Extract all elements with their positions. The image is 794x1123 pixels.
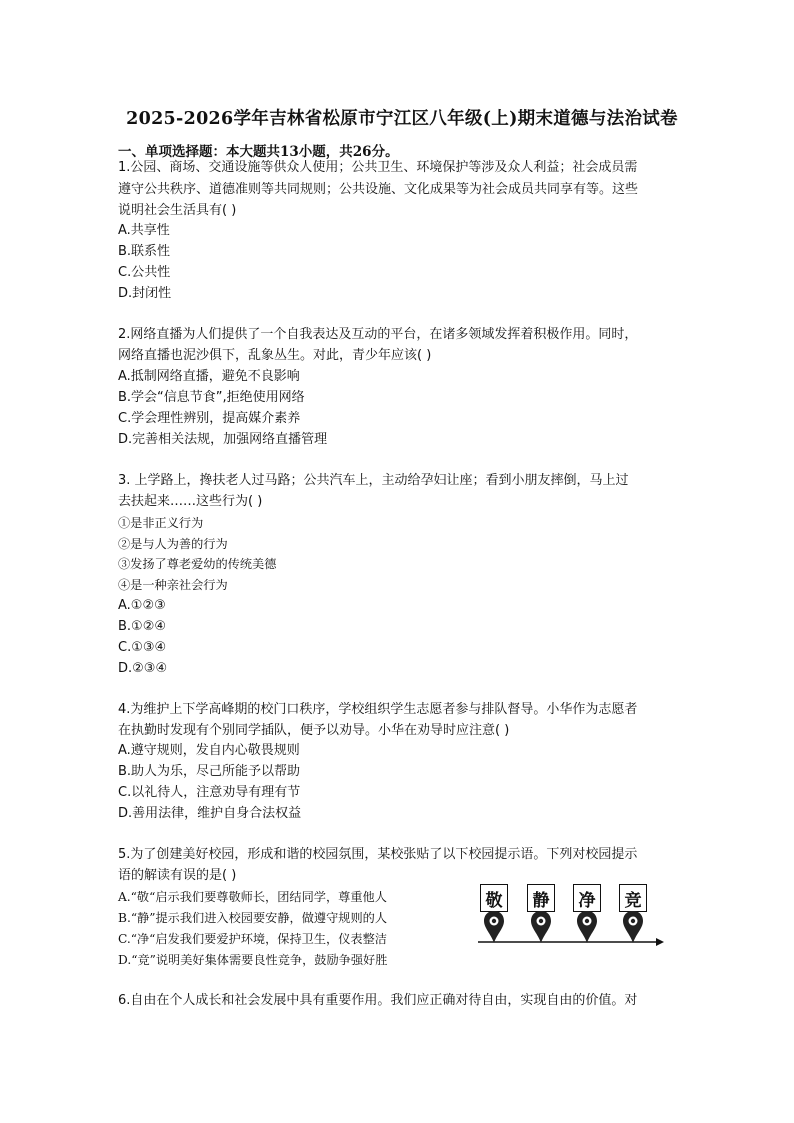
q5-option-c: C.“净“启发我们要爱护环境，保持卫生，仪表整洁 bbox=[118, 932, 387, 946]
q3-statement-1: ①是非正义行为 bbox=[118, 516, 204, 530]
sign-jing-clean: 净 bbox=[573, 884, 601, 912]
q3-option-a: A.①②③ bbox=[118, 598, 166, 613]
q1-stem-line-3: 说明社会生活具有( ) bbox=[118, 203, 237, 218]
q4-option-b: B.助人为乐，尽己所能予以帮助 bbox=[118, 764, 301, 779]
q3-statement-4: ④是一种亲社会行为 bbox=[118, 578, 228, 592]
q3-stem-line-2: 去扶起来……这些行为( ) bbox=[118, 494, 263, 509]
map-pin-icon bbox=[530, 910, 552, 944]
q2-option-c: C.学会理性辨别，提高媒介素养 bbox=[118, 411, 301, 426]
q5-option-d: D.“竞”说明美好集体需要良性竞争，鼓励争强好胜 bbox=[118, 953, 388, 967]
map-pin-icon bbox=[483, 910, 505, 944]
q5-option-a: A.“敬“启示我们要尊敬师长，团结同学，尊重他人 bbox=[118, 890, 387, 904]
q2-option-d: D.完善相关法规，加强网络直播管理 bbox=[118, 432, 328, 447]
q4-option-a: A.遵守规则，发自内心敬畏规则 bbox=[118, 743, 300, 758]
map-pin-icon bbox=[622, 910, 644, 944]
q1-option-d: D.封闭性 bbox=[118, 286, 172, 301]
exam-title: 2025-2026学年吉林省松原市宁江区八年级(上)期末道德与法治试卷 bbox=[126, 109, 678, 129]
sign-jing-compete: 竞 bbox=[619, 884, 647, 912]
q3-option-d: D.②③④ bbox=[118, 661, 168, 676]
q3-option-c: C.①③④ bbox=[118, 640, 167, 655]
q1-option-b: B.联系性 bbox=[118, 244, 171, 259]
q1-option-a: A.共享性 bbox=[118, 223, 170, 238]
sign-jing-respect: 敬 bbox=[480, 884, 508, 912]
q3-stem-line-1: 3. 上学路上，搀扶老人过马路；公共汽车上，主动给孕妇让座；看到小朋友摔倒，马上过 bbox=[118, 473, 629, 488]
q2-option-a: A.抵制网络直播，避免不良影响 bbox=[118, 369, 300, 384]
q5-stem-line-2: 语的解读有误的是( ) bbox=[118, 868, 237, 883]
campus-signs-figure bbox=[476, 880, 666, 950]
q4-stem-line-1: 4.为维护上下学高峰期的校门口秩序，学校组织学生志愿者参与排队督导。小华作为志愿者 bbox=[118, 702, 638, 717]
q4-option-c: C.以礼待人，注意劝导有理有节 bbox=[118, 785, 301, 800]
q2-stem-line-1: 2.网络直播为人们提供了一个自我表达及互动的平台，在诸多领域发挥着积极作用。同时， bbox=[118, 327, 638, 342]
q2-stem-line-2: 网络直播也泥沙俱下，乱象丛生。对此，青少年应该( ) bbox=[118, 348, 432, 363]
q1-stem-line-1: 1.公园、商场、交通设施等供众人使用；公共卫生、环境保护等涉及众人利益；社会成员需 bbox=[118, 160, 638, 175]
q3-statement-2: ②是与人为善的行为 bbox=[118, 537, 228, 551]
q4-stem-line-2: 在执勤时发现有个别同学插队，便予以劝导。小华在劝导时应注意( ) bbox=[118, 723, 510, 738]
q2-option-b: B.学会“信息节食”,拒绝使用网络 bbox=[118, 390, 305, 405]
q4-option-d: D.善用法律，维护自身合法权益 bbox=[118, 806, 302, 821]
q6-stem-line-1: 6.自由在个人成长和社会发展中具有重要作用。我们应正确对待自由，实现自由的价值。对 bbox=[118, 993, 638, 1008]
q5-stem-line-1: 5.为了创建美好校园，形成和谐的校园氛围，某校张贴了以下校园提示语。下列对校园提示 bbox=[118, 847, 638, 862]
q3-statement-3: ③发扬了尊老爱幼的传统美德 bbox=[118, 557, 277, 571]
section-heading: 一、单项选择题：本大题共13小题，共26分。 bbox=[118, 144, 399, 160]
q3-option-b: B.①②④ bbox=[118, 619, 167, 634]
q5-option-b: B.“静”提示我们进入校园要安静，做遵守规则的人 bbox=[118, 911, 388, 925]
q1-option-c: C.公共性 bbox=[118, 265, 171, 280]
sign-jing-quiet: 静 bbox=[527, 884, 555, 912]
map-pin-icon bbox=[576, 910, 598, 944]
q1-stem-line-2: 遵守公共秩序、道德准则等共同规则；公共设施、文化成果等为社会成员共同享有等。这些 bbox=[118, 182, 639, 197]
